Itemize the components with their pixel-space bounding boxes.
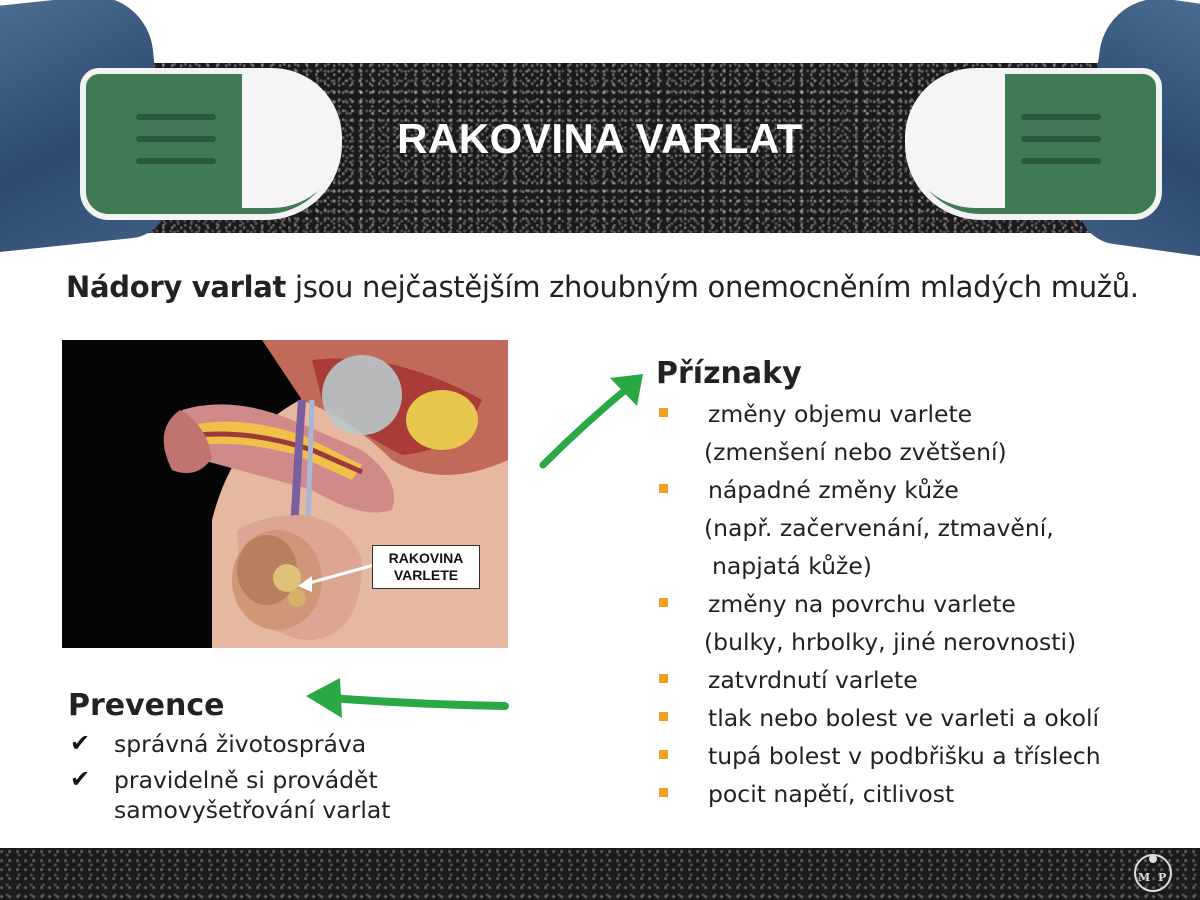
list-item-text: pravidelně si provádět <box>114 766 378 794</box>
prevention-section <box>68 688 488 831</box>
list-item-text: samovyšetřování varlat <box>114 796 391 824</box>
list-item-text: zatvrdnutí varlete <box>708 666 918 694</box>
list-item-text: správná životospráva <box>114 730 367 758</box>
svg-text:M: M <box>1138 871 1151 884</box>
prevention-list <box>68 729 488 825</box>
green-arrow-up-icon <box>535 368 655 473</box>
list-item <box>68 765 488 825</box>
square-bullet-icon <box>659 598 668 607</box>
list-item-subtext: (např. začervenání, ztmavění, <box>704 514 1054 542</box>
list-item-text: tlak nebo bolest ve varleti a okolí <box>708 704 1100 732</box>
symptoms-heading: Příznaky <box>656 356 802 391</box>
square-bullet-icon <box>659 788 668 797</box>
square-bullet-icon <box>659 712 668 721</box>
image-label-line2: VARLETE <box>393 567 459 583</box>
list-item <box>656 737 1176 775</box>
list-item-text: změny na povrchu varlete <box>708 590 1016 618</box>
list-item <box>656 585 1176 661</box>
svg-text:P: P <box>1158 871 1167 884</box>
square-bullet-icon <box>659 750 668 759</box>
list-item <box>656 395 1176 471</box>
image-label-box <box>372 545 480 589</box>
intro-bold: Nádory varlat <box>66 270 287 304</box>
check-icon: ✔ <box>70 729 91 757</box>
square-bullet-icon <box>659 674 668 683</box>
list-item-text: nápadné změny kůže <box>708 476 959 504</box>
list-item-subtext: napjatá kůže) <box>712 552 872 580</box>
list-item <box>68 729 488 759</box>
intro-sentence <box>66 270 1139 304</box>
list-item-subtext: (bulky, hrbolky, jiné nerovnosti) <box>704 628 1077 656</box>
list-item-text: tupá bolest v podbřišku a tříslech <box>708 742 1101 770</box>
list-item <box>656 775 1176 813</box>
mop-logo-icon <box>1128 851 1178 895</box>
image-label-line1: RAKOVINA <box>388 550 464 566</box>
sneaker-left-decoration <box>80 68 342 220</box>
list-item <box>656 699 1176 737</box>
check-icon: ✔ <box>70 765 91 793</box>
symptoms-list <box>656 395 1176 813</box>
symptoms-section <box>656 356 1176 813</box>
anatomy-illustration <box>62 340 508 648</box>
intro-rest: jsou nejčastějším zhoubným onemocněním mladých mužů. <box>286 270 1139 304</box>
square-bullet-icon <box>659 484 668 493</box>
prevention-heading: Prevence <box>68 688 225 723</box>
square-bullet-icon <box>659 408 668 417</box>
page-title: RAKOVINA VARLAT <box>397 115 803 162</box>
list-item <box>656 661 1176 699</box>
list-item-subtext: (zmenšení nebo zvětšení) <box>704 438 1007 466</box>
sneaker-right-decoration <box>905 68 1162 220</box>
list-item <box>656 471 1176 585</box>
footer-strip <box>0 848 1200 900</box>
list-item-text: pocit napětí, citlivost <box>708 780 955 808</box>
list-item-text: změny objemu varlete <box>708 400 973 428</box>
